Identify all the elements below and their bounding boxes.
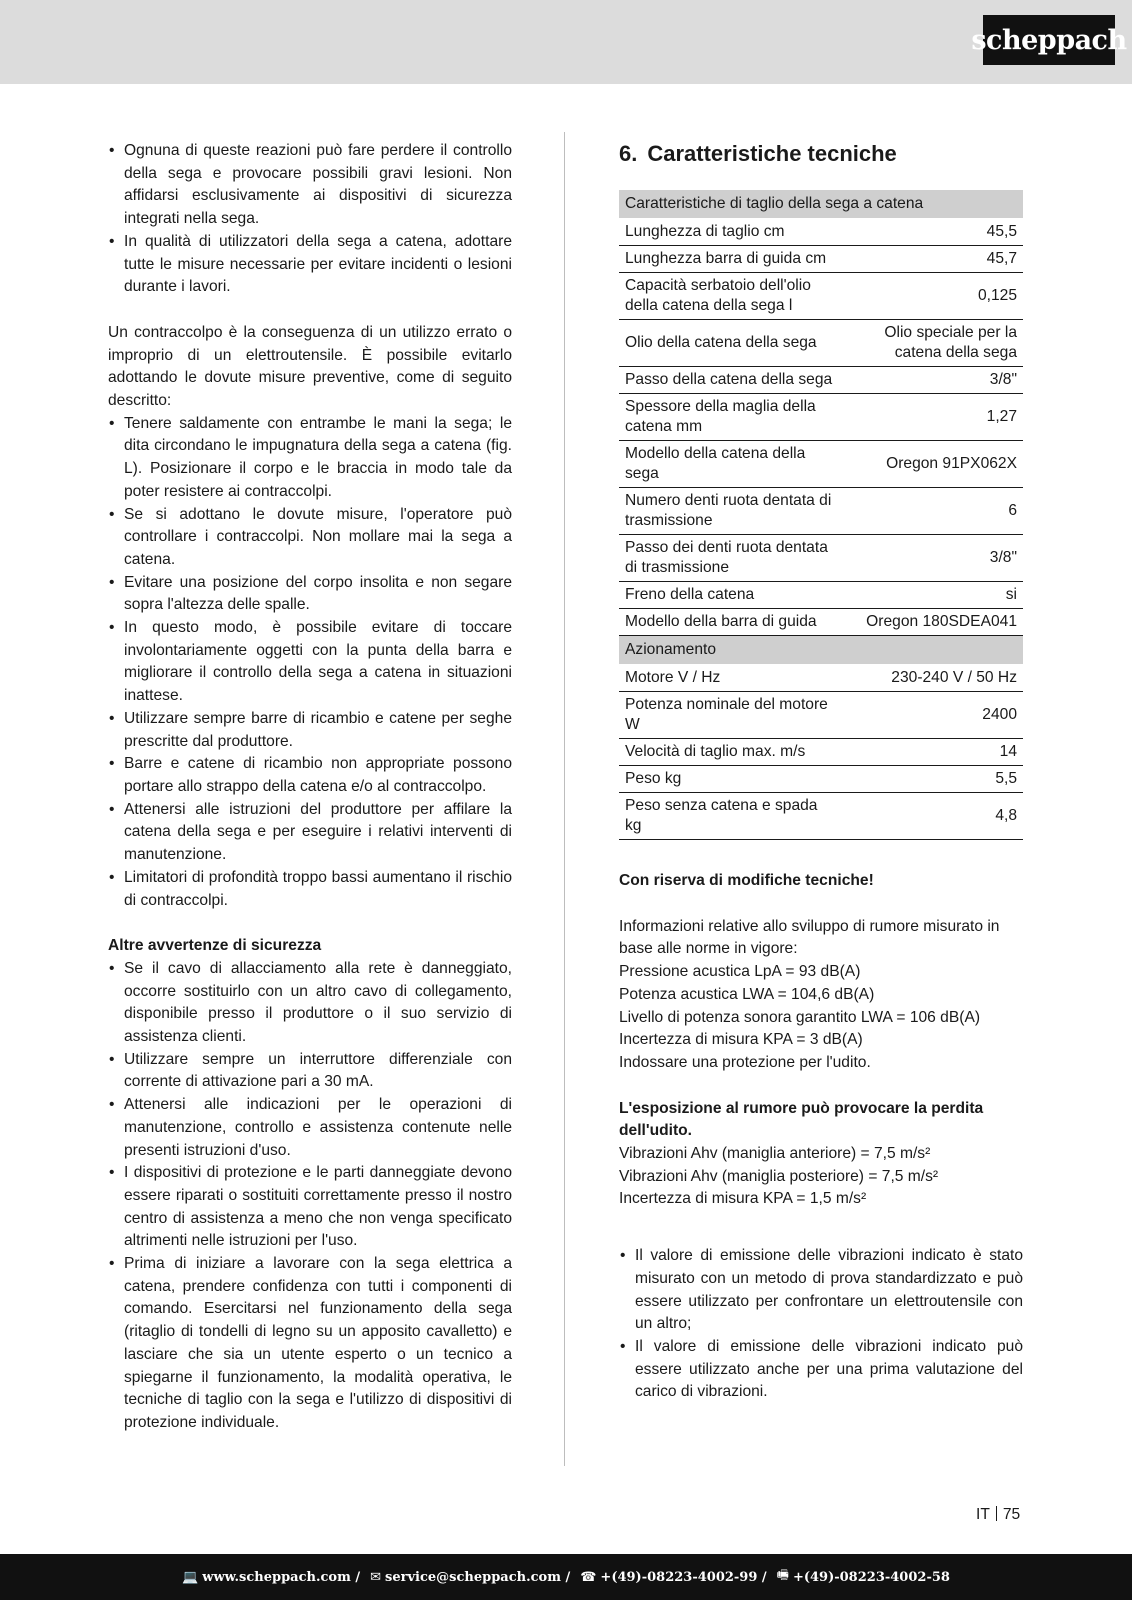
right-column [619,140,1023,1404]
footer-phone: +(49)-08223-4002-99 / [600,1569,767,1585]
header-band [0,0,1132,84]
table-row: Freno della catena si [619,582,1023,609]
table-row: Spessore della maglia della catena mm 1,27 [619,394,1023,441]
table-row: Velocità di taglio max. m/s 14 [619,739,1023,766]
page-number: IT 75 [976,1506,1021,1523]
noise-warning: L'esposizione al rumore può provocare la perdita dell'udito. [619,1099,984,1140]
list-item: • I dispositivi di protezione e le parti danneggiate devono essere riparati o sostituiti correttamente presso il nostro centro di assistenza a meno che non venga specificato altrimenti nelle istruzioni per l'uso. [108,1162,512,1253]
left-column [108,140,512,1435]
noise-line: Incertezza di misura KPA = 3 dB(A) [619,1031,863,1049]
list-item: • Utilizzare sempre barre di ricambio e catene per seghe prescritte dal produttore. [108,708,512,753]
list-item: • Prima di iniziare a lavorare con la sega elettrica a catena, prendere confidenza con tutti i componenti di comando. Esercitarsi nel funzionamento della sega (ritaglio di tondelli di legno su un apposito cavalletto) e lasciare che sia un utente esperto o un tecnico a spiegarne il funzionamento, la modalità operativa, le tecniche di taglio con la sega e l'utilizzo di dispositivi di protezione individuale. [108,1253,512,1435]
table-row: Lunghezza di taglio cm 45,5 [619,219,1023,246]
fax-icon: 🖷 [776,1568,789,1583]
specs-table [619,190,1023,840]
list-item: • Limitatori di profondità troppo bassi aumentano il rischio di contraccolpi. [108,867,512,912]
noise-line: Pressione acustica LpA = 93 dB(A) [619,963,861,981]
reserve-note: Con riserva di modifiche tecniche! [619,872,874,889]
vibration-line: Vibrazioni Ahv (maniglia posteriore) = 7,5 m/s² [619,1167,939,1185]
list-item: • Il valore di emissione delle vibrazioni indicato è stato misurato con un metodo di prova standardizzato e può essere utilizzato per confrontare un elettroutensile con un altro; [619,1245,1023,1336]
table-row: Capacità serbatoio dell'olio della catena della sega l 0,125 [619,273,1023,320]
noise-line: Livello di potenza sonora garantito LWA = 106 dB(A) [619,1008,981,1026]
column-divider [564,132,565,1466]
table-group-header: Caratteristiche di taglio della sega a catena [619,190,1023,219]
footer-web[interactable]: www.scheppach.com / [202,1569,361,1585]
bullet-list-reactions [108,140,512,299]
list-item: • Se il cavo di allacciamento alla rete è danneggiato, occorre sostituirlo con un altro cavo di collegamento, disponibile presso il produttore o il suo servizio di assistenza clienti. [108,958,512,1049]
footer-bar [0,1554,1132,1600]
table-row: Olio della catena della sega Olio speciale per la catena della sega [619,320,1023,367]
list-item: • Se si adottano le dovute misure, l'operatore può controllare i contraccolpi. Non mollare mai la sega a catena. [108,504,512,572]
scheppach-logo: scheppach [983,15,1115,65]
list-item: • Attenersi alle indicazioni per le operazioni di manutenzione, controllo e assistenza contenute nelle presenti istruzioni d'uso. [108,1094,512,1162]
footer-email[interactable]: service@scheppach.com / [385,1569,571,1585]
vibration-line: Incertezza di misura KPA = 1,5 m/s² [619,1190,867,1208]
bullet-list-kickback [108,413,512,912]
list-item: • Utilizzare sempre un interruttore differenziale con corrente di attivazione pari a 30 mA. [108,1049,512,1094]
list-item: • In questo modo, è possibile evitare di toccare involontariamente oggetti con la punta della barra e migliorare il controllo della sega a catena in situazioni inattese. [108,617,512,708]
table-row: Peso kg 5,5 [619,766,1023,793]
noise-line: Potenza acustica LWA = 104,6 dB(A) [619,985,875,1003]
table-row: Passo della catena della sega 3/8" [619,367,1023,394]
table-row: Peso senza catena e spada kg 4,8 [619,793,1023,840]
list-item: • Ognuna di queste reazioni può fare perdere il controllo della sega e provocare possibili gravi lesioni. Non affidarsi esclusivamente ai dispositivi di sicurezza integrati nella sega. [108,140,512,231]
table-row: Lunghezza barra di guida cm 45,7 [619,246,1023,273]
list-item: • In qualità di utilizzatori della sega a catena, adottare tutte le misure necessarie per evitare incidenti o lesioni durante i lavori. [108,231,512,299]
kickback-paragraph: Un contraccolpo è la conseguenza di un utilizzo errato o improprio di un elettroutensile. È possibile evitarlo adottando le dovute misure preventive, come di seguito descritto: [108,323,512,410]
bullet-list-vibration [619,1245,1023,1404]
table-row: Potenza nominale del motore W 2400 [619,692,1023,739]
phone-icon: ☎ [580,1569,597,1585]
computer-icon: 💻 [182,1569,199,1585]
noise-line: Indossare una protezione per l'udito. [619,1053,871,1071]
list-item: • Evitare una posizione del corpo insolita e non segare sopra l'altezza delle spalle. [108,572,512,617]
mail-icon: ✉ [370,1569,382,1585]
table-group-header: Azionamento [619,636,1023,665]
list-item: • Barre e catene di ricambio non appropriate possono portare allo strappo della catena e/o al contraccolpo. [108,753,512,798]
noise-line: Informazioni relative allo sviluppo di rumore misurato in base alle norme in vigore: [619,917,1000,958]
list-item: • Tenere saldamente con entrambe le mani la sega; le dita circondano le impugnatura della sega a catena (fig. L). Posizionare il corpo e le braccia in modo tale da poter resistere ai contraccolpi. [108,413,512,504]
table-row: Numero denti ruota dentata di trasmissione 6 [619,488,1023,535]
list-item: • Il valore di emissione delle vibrazioni indicato può essere utilizzato anche per una prima valutazione del carico di vibrazioni. [619,1336,1023,1404]
bullet-list-safety [108,958,512,1435]
table-row: Motore V / Hz 230-240 V / 50 Hz [619,665,1023,692]
table-row: Passo dei denti ruota dentata di trasmissione 3/8" [619,535,1023,582]
table-row: Modello della barra di guida Oregon 180SDEA041 [619,609,1023,636]
table-row: Modello della catena della sega Oregon 91PX062X [619,441,1023,488]
vibration-line: Vibrazioni Ahv (maniglia anteriore) = 7,5 m/s² [619,1145,931,1163]
section-title-safety: Altre avvertenze di sicurezza [108,937,322,955]
list-item: • Attenersi alle istruzioni del produttore per affilare la catena della sega e per eseguire i relativi interventi di manutenzione. [108,799,512,867]
section-heading: 6. Caratteristiche tecniche [619,141,897,166]
footer-fax: +(49)-08223-4002-58 [792,1569,950,1585]
